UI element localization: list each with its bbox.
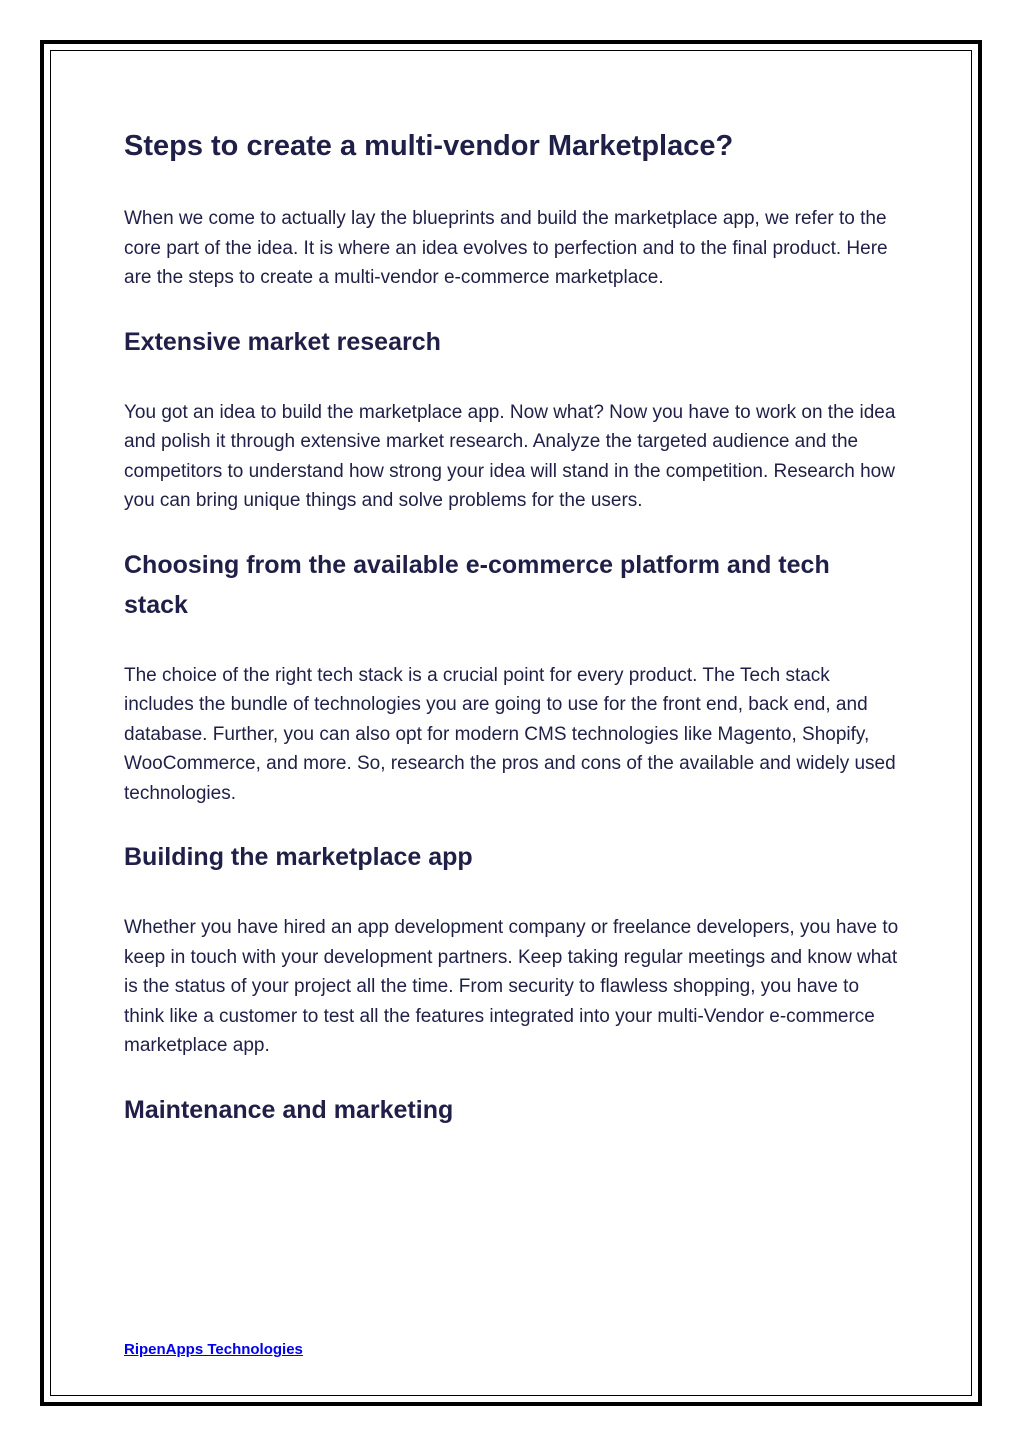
- section-body-tech-stack: The choice of the right tech stack is a crucial point for every product. The Tech stack includes the bundle of technologies you are going to use for the front end, back end, and database. Further, you can also opt for modern CMS technologies like Magento, Shopify, WooCommerce, and more. So, research the pros and cons of the available and widely used technologies.: [124, 664, 896, 804]
- document-content: [124, 120, 899, 1130]
- footer-company-link[interactable]: RipenApps Technologies: [124, 1341, 303, 1358]
- section-heading-market-research: Extensive market research: [124, 327, 441, 356]
- section-heading-tech-stack: Choosing from the available e-commerce platform and tech stack: [124, 550, 830, 619]
- section-heading-maintenance: Maintenance and marketing: [124, 1095, 454, 1124]
- document-title: Steps to create a multi-vendor Marketplace?: [124, 130, 734, 162]
- section-body-building-app: Whether you have hired an app development company or freelance developers, you have to keep in touch with your development partners. Keep taking regular meetings and know what is the status of your project all the time. From security to flawless shopping, you have to think like a customer to test all the features integrated into your multi-Vendor e-commerce marketplace app.: [124, 917, 899, 1056]
- section-heading-building-app: Building the marketplace app: [124, 843, 473, 871]
- intro-paragraph: When we come to actually lay the blueprints and build the marketplace app, we refer to the core part of the idea. It is where an idea evolves to perfection and to the final product. Here are the steps to create a multi-vendor e-commerce marketplace.: [124, 208, 888, 288]
- section-body-market-research: You got an idea to build the marketplace app. Now what? Now you have to work on the idea and polish it through extensive market research. Analyze the targeted audience and the competitors to understand how strong your idea will stand in the competition. Research how you can bring unique things and solve problems for the users.: [124, 401, 896, 511]
